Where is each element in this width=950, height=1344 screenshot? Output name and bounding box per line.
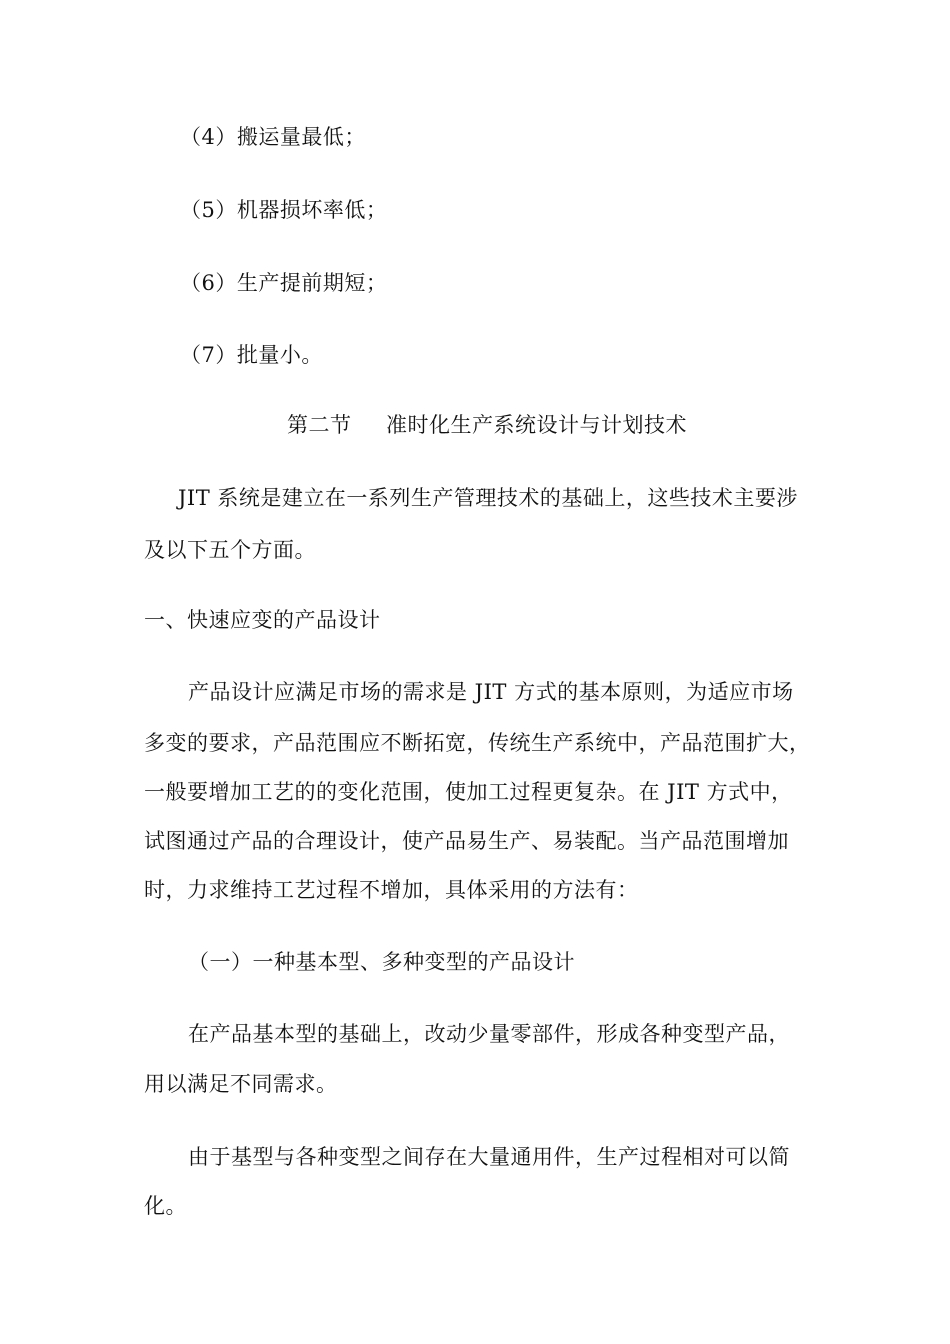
paragraph1-line-2: 多变的要求，产品范围应不断拓宽，传统生产系统中，产品范围扩大， (144, 731, 811, 755)
paragraph1-line-3: 一般要增加工艺的的变化范围，使加工过程更复杂。在 JIT 方式中， (144, 780, 793, 804)
paragraph1-line-5: 时，力求维持工艺过程不增加，具体采用的方法有： (144, 878, 639, 902)
paragraph3-line-1: 由于基型与各种变型之间存在大量通用件，生产过程相对可以简 (188, 1145, 790, 1169)
intro-line-2: 及以下五个方面。 (144, 538, 316, 562)
sub-item-title: （一）一种基本型、多种变型的产品设计 (188, 950, 575, 974)
section-title: 准时化生产系统设计与计划技术 (386, 413, 687, 437)
paragraph2-line-2: 用以满足不同需求。 (144, 1072, 338, 1096)
paragraph1-line-4: 试图通过产品的合理设计，使产品易生产、易装配。当产品范围增加 (144, 829, 789, 853)
list-item-6: （6）生产提前期短； (180, 271, 388, 295)
section-number: 第二节 (287, 413, 352, 437)
list-item-7: （7）批量小。 (180, 343, 323, 367)
paragraph3-line-2: 化。 (144, 1194, 187, 1218)
list-item-5: （5）机器损坏率低； (180, 198, 388, 222)
paragraph1-line-1: 产品设计应满足市场的需求是 JIT 方式的基本原则，为适应市场 (188, 680, 794, 704)
list-item-4: （4）搬运量最低； (180, 125, 366, 149)
intro-line-1: JIT 系统是建立在一系列生产管理技术的基础上，这些技术主要涉 (178, 486, 798, 510)
subsection-title: 一、快速应变的产品设计 (144, 608, 381, 632)
paragraph2-line-1: 在产品基本型的基础上，改动少量零部件，形成各种变型产品， (188, 1022, 790, 1046)
